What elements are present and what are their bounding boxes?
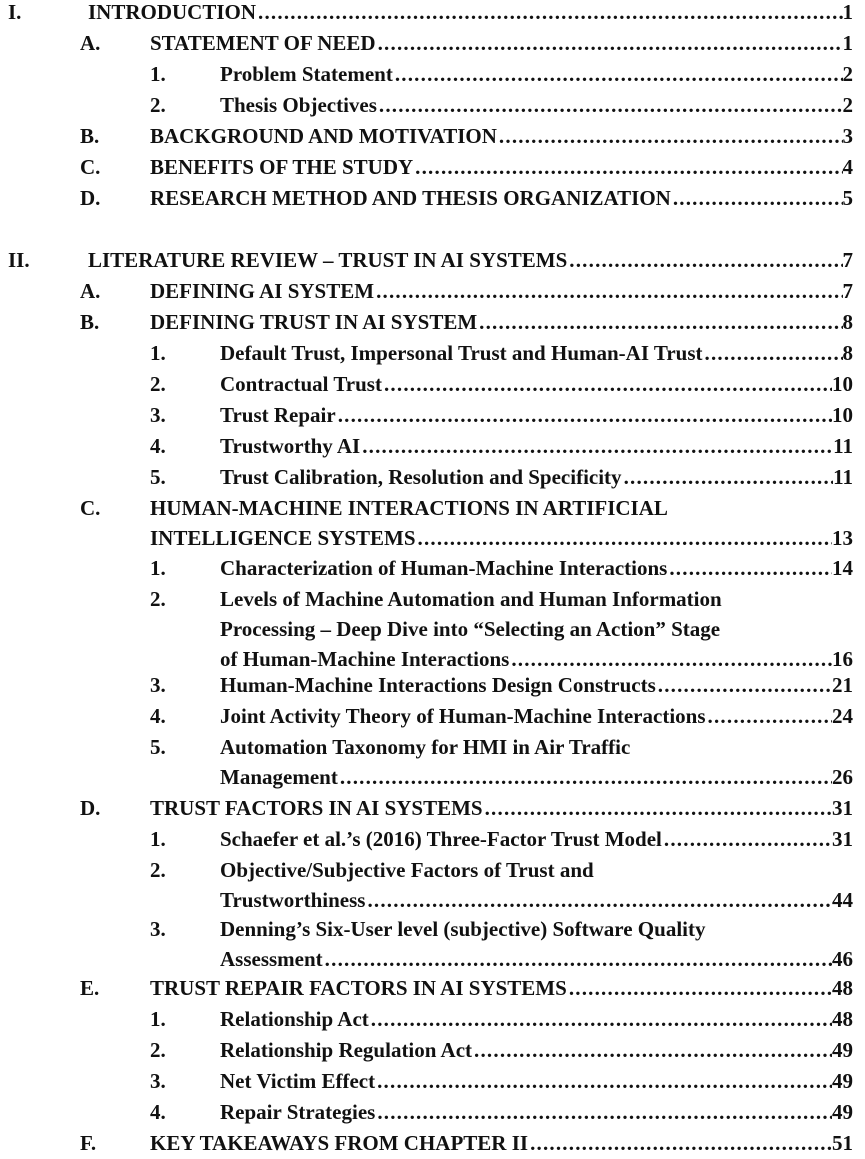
toc-page-number: 31 xyxy=(832,796,853,820)
toc-entry-title-block xyxy=(220,431,853,461)
toc-entry-line xyxy=(220,338,853,368)
toc-entry-number: 4. xyxy=(150,1100,166,1124)
toc-entry-line xyxy=(150,28,853,58)
toc-entry-line xyxy=(220,431,853,461)
toc-entry-title-block xyxy=(150,1128,853,1158)
toc-entry-title-block xyxy=(150,152,853,182)
toc-entry-line xyxy=(220,701,853,731)
toc-entry-line xyxy=(220,1097,853,1127)
toc-entry-title: Trustworthiness xyxy=(220,888,366,912)
dot-leader xyxy=(708,701,832,731)
toc-page-number: 44 xyxy=(832,888,853,912)
toc-entry-line xyxy=(150,276,853,306)
toc-entry-title-block xyxy=(150,183,853,213)
toc-page-number: 11 xyxy=(833,434,853,458)
toc-entry-number: 1. xyxy=(150,827,166,851)
toc-entry-title: Schaefer et al.’s (2016) Three-Factor Trust Model xyxy=(220,827,662,851)
toc-entry-line xyxy=(220,914,853,944)
toc-entry-number: 4. xyxy=(150,704,166,728)
toc-entry-title-block xyxy=(150,28,853,58)
dot-leader xyxy=(378,28,843,58)
toc-entry-number: II. xyxy=(8,248,30,272)
toc-entry-title: Contractual Trust xyxy=(220,372,382,396)
toc-entry-title-block xyxy=(220,1004,853,1034)
toc-entry-title: Trust Repair xyxy=(220,403,336,427)
toc-entry-title-block xyxy=(150,276,853,306)
dot-leader xyxy=(379,90,843,120)
toc-entry-number: 2. xyxy=(150,858,166,882)
toc-entry-title: of Human-Machine Interactions xyxy=(220,647,510,671)
dot-leader xyxy=(569,245,842,275)
dot-leader xyxy=(669,553,832,583)
toc-entry-title-block xyxy=(88,245,853,275)
toc-entry-title-block xyxy=(150,307,853,337)
dot-leader xyxy=(338,400,832,430)
dot-leader xyxy=(705,338,843,368)
toc-entry-line xyxy=(220,59,853,89)
toc-entry-line xyxy=(220,824,853,854)
toc-entry-title-block xyxy=(220,855,853,915)
toc-entry-title-block xyxy=(220,553,853,583)
toc-entry-number: B. xyxy=(80,310,100,334)
toc-entry-title: Objective/Subjective Factors of Trust and xyxy=(220,858,594,882)
toc-entry-title: Automation Taxonomy for HMI in Air Traffic xyxy=(220,735,631,759)
toc-entry-number: 2. xyxy=(150,93,166,117)
toc-page-number: 49 xyxy=(832,1069,853,1093)
toc-page-number: 11 xyxy=(833,465,853,489)
toc-entry-line xyxy=(150,973,853,1003)
toc-entry-line xyxy=(150,523,853,553)
toc-entry-title: Trust Calibration, Resolution and Specificity xyxy=(220,465,622,489)
toc-entry-number: 3. xyxy=(150,1069,166,1093)
toc-page-number: 8 xyxy=(842,310,853,334)
toc-entry-title-block xyxy=(220,584,853,674)
toc-page-number: 10 xyxy=(832,372,853,396)
toc-entry-number: C. xyxy=(80,496,101,520)
toc-entry-title-block xyxy=(220,59,853,89)
toc-entry-title: Denning’s Six-User level (subjective) Software Quality xyxy=(220,917,706,941)
toc-entry-title: DEFINING TRUST IN AI SYSTEM xyxy=(150,310,478,334)
toc-entry-line xyxy=(220,1035,853,1065)
toc-entry-title-block xyxy=(220,1066,853,1096)
dot-leader xyxy=(367,885,832,915)
toc-entry-number: A. xyxy=(80,31,101,55)
toc-entry-title: LITERATURE REVIEW – TRUST IN AI SYSTEMS xyxy=(88,248,568,272)
toc-entry-number: B. xyxy=(80,124,100,148)
dot-leader xyxy=(362,431,833,461)
toc-entry-title: BENEFITS OF THE STUDY xyxy=(150,155,414,179)
toc-entry-line xyxy=(220,944,853,974)
toc-entry-line xyxy=(220,584,853,614)
toc-entry-number: 3. xyxy=(150,403,166,427)
toc-page-number: 21 xyxy=(832,673,853,697)
toc-entry-title-block xyxy=(220,732,853,792)
toc-page-number: 14 xyxy=(832,556,853,580)
toc-entry-number: 1. xyxy=(150,1007,166,1031)
toc-page-number: 31 xyxy=(832,827,853,851)
toc-page-number: 26 xyxy=(832,765,853,789)
toc-page-number: 4 xyxy=(842,155,853,179)
toc-entry-line xyxy=(220,1066,853,1096)
toc-entry-line xyxy=(150,1128,853,1158)
toc-entry-number: D. xyxy=(80,186,101,210)
toc-entry-title-block xyxy=(220,369,853,399)
toc-entry-title: Human-Machine Interactions Design Constructs xyxy=(220,673,656,697)
dot-leader xyxy=(658,670,832,700)
dot-leader xyxy=(377,1097,832,1127)
toc-page-number: 10 xyxy=(832,403,853,427)
toc-page-number: 16 xyxy=(832,647,853,671)
toc-entry-title: HUMAN-MACHINE INTERACTIONS IN ARTIFICIAL xyxy=(150,496,668,520)
toc-entry-title: Net Victim Effect xyxy=(220,1069,376,1093)
dot-leader xyxy=(258,0,842,27)
toc-page-number: 1 xyxy=(842,0,853,24)
toc-entry-number: 2. xyxy=(150,372,166,396)
toc-entry-number: 2. xyxy=(150,1038,166,1062)
toc-entry-title: INTELLIGENCE SYSTEMS xyxy=(150,526,416,550)
toc-entry-title: Characterization of Human-Machine Interactions xyxy=(220,556,668,580)
dot-leader xyxy=(569,973,832,1003)
toc-entry-number: 5. xyxy=(150,735,166,759)
toc-entry-title-block xyxy=(88,0,853,27)
toc-entry-title: KEY TAKEAWAYS FROM CHAPTER II xyxy=(150,1131,529,1155)
dot-leader xyxy=(415,152,842,182)
toc-page-number: 48 xyxy=(832,1007,853,1031)
toc-entry-title: Thesis Objectives xyxy=(220,93,377,117)
toc-entry-number: D. xyxy=(80,796,101,820)
dot-leader xyxy=(485,793,832,823)
toc-entry-line xyxy=(220,670,853,700)
toc-entry-title-block xyxy=(220,400,853,430)
toc-page-number: 13 xyxy=(832,526,853,550)
dot-leader xyxy=(499,121,843,151)
toc-entry-title: STATEMENT OF NEED xyxy=(150,31,376,55)
toc-entry-title-block xyxy=(150,793,853,823)
toc-entry-title-block xyxy=(220,914,853,974)
dot-leader xyxy=(376,276,842,306)
toc-entry-title-block xyxy=(220,824,853,854)
toc-page-number: 2 xyxy=(842,62,853,86)
toc-entry-number: 1. xyxy=(150,341,166,365)
toc-page-number: 1 xyxy=(842,31,853,55)
toc-entry-line xyxy=(220,462,853,492)
toc-entry-line xyxy=(220,732,853,762)
toc-entry-number: 1. xyxy=(150,62,166,86)
toc-entry-title: Trustworthy AI xyxy=(220,434,361,458)
toc-entry-title: Management xyxy=(220,765,338,789)
toc-entry-title: Relationship Regulation Act xyxy=(220,1038,473,1062)
toc-entry-line xyxy=(150,152,853,182)
toc-page-number: 49 xyxy=(832,1038,853,1062)
toc-entry-title: TRUST FACTORS IN AI SYSTEMS xyxy=(150,796,483,820)
toc-entry-title-block xyxy=(220,1035,853,1065)
dot-leader xyxy=(340,762,832,792)
dot-leader xyxy=(474,1035,832,1065)
toc-entry-line xyxy=(220,614,853,644)
toc-entry-number: E. xyxy=(80,976,100,1000)
toc-entry-line xyxy=(150,493,853,523)
toc-entry-title: BACKGROUND AND MOTIVATION xyxy=(150,124,497,148)
dot-leader xyxy=(479,307,842,337)
toc-entry-title: Levels of Machine Automation and Human Information xyxy=(220,587,722,611)
toc-entry-line xyxy=(220,553,853,583)
toc-entry-title-block xyxy=(220,701,853,731)
toc-entry-title-block xyxy=(220,90,853,120)
toc-entry-title: Problem Statement xyxy=(220,62,393,86)
toc-page-number: 7 xyxy=(842,279,853,303)
toc-entry-title: Processing – Deep Dive into “Selecting an Action” Stage xyxy=(220,617,721,641)
toc-entry-number: 1. xyxy=(150,556,166,580)
dot-leader xyxy=(418,523,832,553)
dot-leader xyxy=(395,59,843,89)
toc-entry-title-block xyxy=(220,462,853,492)
toc-entry-title: Joint Activity Theory of Human-Machine Interactions xyxy=(220,704,706,728)
toc-entry-number: 3. xyxy=(150,917,166,941)
toc-entry-title-block xyxy=(220,338,853,368)
toc-entry-number: 5. xyxy=(150,465,166,489)
toc-entry-line xyxy=(220,855,853,885)
dot-leader xyxy=(664,824,832,854)
toc-page-number: 5 xyxy=(842,186,853,210)
dot-leader xyxy=(673,183,843,213)
toc-page-number: 48 xyxy=(832,976,853,1000)
toc-entry-title: DEFINING AI SYSTEM xyxy=(150,279,375,303)
toc-page-number: 51 xyxy=(832,1131,853,1155)
toc-entry-line xyxy=(150,307,853,337)
dot-leader xyxy=(624,462,834,492)
dot-leader xyxy=(371,1004,832,1034)
toc-entry-number: 4. xyxy=(150,434,166,458)
dot-leader xyxy=(325,944,832,974)
toc-entry-number: C. xyxy=(80,155,101,179)
toc-entry-title-block xyxy=(150,121,853,151)
toc-page-number: 2 xyxy=(842,93,853,117)
toc-entry-number: A. xyxy=(80,279,101,303)
toc-entry-title: INTRODUCTION xyxy=(88,0,257,24)
toc-entry-title-block xyxy=(150,493,853,553)
dot-leader xyxy=(530,1128,832,1158)
toc-entry-title: Default Trust, Impersonal Trust and Human-AI Trust xyxy=(220,341,703,365)
toc-page-number: 8 xyxy=(842,341,853,365)
toc-entry-line xyxy=(88,245,853,275)
toc-entry-number: F. xyxy=(80,1131,97,1155)
toc-entry-line xyxy=(220,90,853,120)
toc-entry-title: TRUST REPAIR FACTORS IN AI SYSTEMS xyxy=(150,976,567,1000)
toc-entry-title: RESEARCH METHOD AND THESIS ORGANIZATION xyxy=(150,186,671,210)
toc-entry-title: Repair Strategies xyxy=(220,1100,376,1124)
toc-entry-line xyxy=(220,400,853,430)
toc-entry-title: Assessment xyxy=(220,947,323,971)
toc-page-number: 3 xyxy=(842,124,853,148)
toc-entry-line xyxy=(220,369,853,399)
toc-entry-title-block xyxy=(220,670,853,700)
toc-page-number: 24 xyxy=(832,704,853,728)
toc-entry-line xyxy=(220,1004,853,1034)
toc-entry-line xyxy=(220,762,853,792)
dot-leader xyxy=(384,369,832,399)
toc-entry-number: 3. xyxy=(150,673,166,697)
toc-entry-line xyxy=(88,0,853,27)
toc-entry-number: 2. xyxy=(150,587,166,611)
toc-entry-line xyxy=(220,885,853,915)
toc-entry-number: I. xyxy=(8,0,22,24)
toc-page-number: 49 xyxy=(832,1100,853,1124)
toc-entry-title: Relationship Act xyxy=(220,1007,369,1031)
toc-entry-line xyxy=(150,183,853,213)
toc-page-number: 7 xyxy=(842,248,853,272)
toc-entry-title-block xyxy=(220,1097,853,1127)
toc-page-number: 46 xyxy=(832,947,853,971)
dot-leader xyxy=(377,1066,832,1096)
toc-entry-title-block xyxy=(150,973,853,1003)
toc-entry-line xyxy=(150,121,853,151)
toc-entry-line xyxy=(150,793,853,823)
